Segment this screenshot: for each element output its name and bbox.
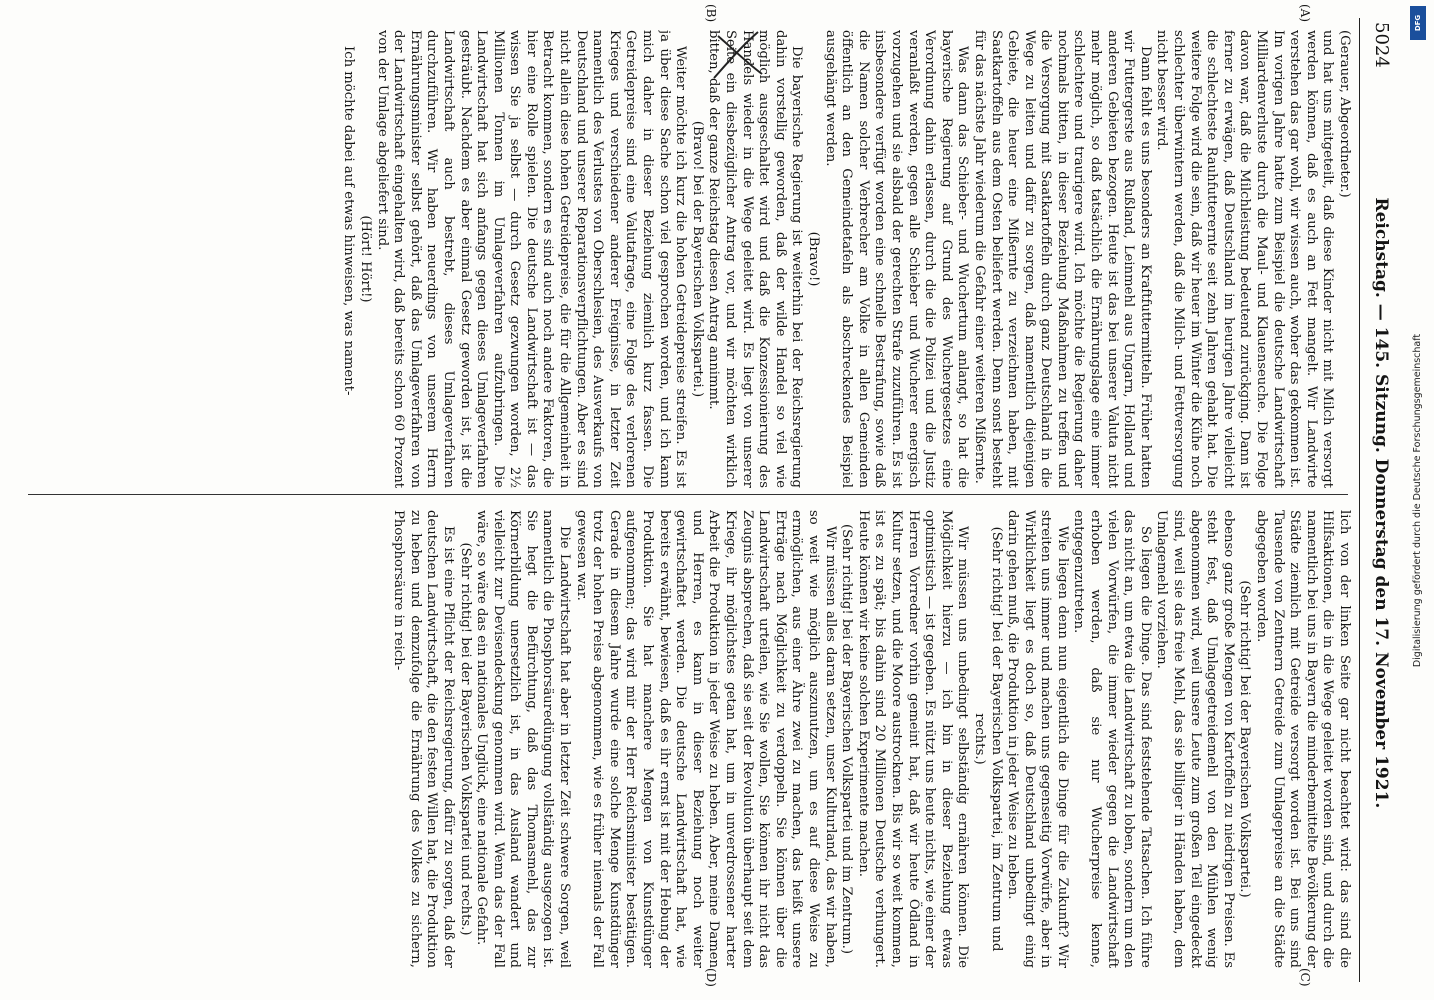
pencil-mark-icon xyxy=(708,26,768,86)
right-paragraph-4: Wie liegen denn nun eigentlich die Dinge für die Zukunft? Wir streiten uns immer und machen uns gegenseitig Vorwürfe, aber in Wirklichkeit liegt es doch so, daß Deutschland unbedingt einig darin gehen muß, die Produktion in jeder Weise zu heben. xyxy=(1005,510,1070,968)
interjection: (Sehr richtig! bei der Bayerischen Volkspartei und im Zentrum.) xyxy=(839,524,855,954)
left-paragraph-3: Was dann das Schieber- und Wuchertum anlangt, so hat die bayerische Regierung auf Grund des Wuchergesetzes eine Verordnung dahin erlassen, durch die die Polizei und die Justiz veranlaßt werden, gegen alle Schieber und Wucherer energisch vorzugehen und sie alsbald der gerechten Strafe zuzuführen. Es ist insbesondere verfügt worden eine schnelle Bestrafung, sowie daß die Namen solcher Verbrecher am Volke in allen Gemeinden öffentlich an den Gemeindetafeln als abschreckendes Beispiel ausgehängt werden. xyxy=(822,30,971,488)
right-column xyxy=(22,510,1352,968)
right-paragraph-8: Es ist eine Pflicht der Reichsregierung, dafür zu sorgen, daß der deutschen Landwirtschaft, die den festen Willen hat, die Produktion zu heben und demzufolge die Ernährung des Volkes zu sichern, Phosphorsäure in reich- xyxy=(391,510,456,968)
left-column xyxy=(22,30,1352,488)
interjection: (Bravo! bei der Bayerischen Volkspartei.) xyxy=(689,120,705,398)
left-paragraph-5: Weiter möchte ich kurz die hohen Getreidepreise streifen. Es ist ja über diese Sache schon viel gesprochen worden, und ich kann mich daher in dieser Beziehung ziemlich kurz fassen. Die Getreidepreise sind eine Valutafrage, eine Folge des verlorenen Krieges und verschiedener anderer Ereignisse, in letzter Zeit namentlich des Verlustes von Oberschlesien, des Ausverkaufs von Deutschland und unserer Reparationsverpflichtungen. Aber es sind nicht allein diese hohen Getreidepreise, die für die Allgemeinheit in Betracht kommen, sondern es sind auch noch andere Faktoren, die hier eine Rolle spielen. Die deutsche Landwirtschaft ist — das wissen Sie ja selbst — durch Gesetz gezwungen worden, 2½ Millionen Tonnen im Umlageverfahren aufzubringen. Die Landwirtschaft hat sich anfangs gegen dieses Umlageverfahren gesträubt. Nachdem es aber einmal Gesetz geworden ist, ist die Landwirtschaft auch bestrebt, dieses Umlageverfahren durchzuführen. Wir haben neuerdings von unserem Herrn Ernährungsminister selbst gehört, daß das Umlageverfahren von der Landwirtschaft eingehalten wird, daß bereits schon 60 Prozent von der Umlage abgeliefert sind. xyxy=(374,30,689,488)
speaker-line: (Gerauer, Abgeordneter.) xyxy=(1337,30,1352,198)
left-paragraph-2: Dann fehlt es uns besonders an Kraftfuttermitteln. Früher hatten wir Futtergerste aus Rußland, Leinmehl aus Ungarn, Holland und anderen Gebieten bezogen. Heute ist das bei unserer Valuta nicht mehr möglich, so daß tatsächlich die Ernährungslage eine immer schlechtere und traurigere wird. Ich möchte die Regierung daher nochmals bitten, in dieser Beziehung Maßnahmen zu treffen und die Versorgung mit Saatkartoffeln durch ganz Deutschland in die Wege zu leiten und dafür zu sorgen, daß namentlich diejenigen Gebiete, die heuer eine Mißernte zu verzeichnen haben, mit Saatkartoffeln aus dem Osten beliefert werden. Denn sonst besteht für das nächste Jahr wiederum die Gefahr einer weiteren Mißernte. xyxy=(971,30,1153,488)
margin-marker-d: (D) xyxy=(704,968,718,987)
left-closing-line: Ich möchte dabei auf etwas hinweisen, was nament- xyxy=(341,46,357,396)
left-paragraph-1: und hat uns mitgeteilt, daß diese Kinder nicht mit Milch versorgt werden können, daß es auch an Fett mangelt. Wir Landwirte verstehen das gar wohl, wir wissen auch, woher das gekommen ist. Im vorigen Jahre hatte zum Beispiel die deutsche Landwirtschaft Milliardenverluste durch die Maul- und Klauenseuche. Die Folge davon war, daß die Milchleistung bedeutend zurückging. Dann ist ferner zu erwägen, daß Deutschland im heurigen Jahre vielleicht die schlechteste Rauhfutterernte seit zehn Jahren gehabt hat. Die weitere Folge wird die sein, daß wir heuer im Winter die Kühe noch schlechter überwintern werden, daß die Milch- und Fettversorgung nicht besser wird. xyxy=(1154,30,1336,488)
running-head xyxy=(1364,22,1392,978)
digitization-note xyxy=(1404,0,1432,1000)
page-title: Reichstag. — 145. Sitzung. Donnerstag den 17. November 1921. xyxy=(1371,197,1391,809)
right-paragraph-1: lich von der linken Seite gar nicht beachtet wird: das sind die Hilfsaktionen, die in die Wege geleitet worden sind, und durch die namentlich bei uns in Bayern die minderbemittelte Bevölkerung der Städte ziemlich mit Getreide versorgt worden ist. Bei uns sind Tausende von Zentnern Getreide zum Umlagepreise an die Städte abgegeben worden. xyxy=(1254,510,1352,968)
right-paragraph-3: So liegen die Dinge. Das sind feststehende Tatsachen. Ich führe das nicht an, um etwa die Landwirtschaft zu loben, sondern um den vielen Vorwürfen, die immer wieder gegen die Landwirtschaft erhoben werden, daß sie nur Wucherpreise kenne, entgegenzutreten. xyxy=(1071,510,1153,968)
dfg-logo-icon xyxy=(1410,6,1426,40)
interjection: (Hört! Hört!) xyxy=(357,215,373,303)
column-divider xyxy=(28,494,1348,495)
digitization-note-text: Digitalisierung gefördert durch die Deutsche Forschungsgemeinschaft xyxy=(1412,333,1424,667)
left-paragraph-4: Die bayerische Regierung ist weiterhin bei der Reichsregierung dahin vorstellig geworden, daß der wilde Handel so viel wie möglich ausgeschaltet wird und daß die Konzessionierung des Handels wieder in die Wege geleitet wird. Es liegt von unserer Seite ein diesbezüglicher Antrag vor, und wir möchten wirklich bitten, daß der ganze Reichstag diesen Antrag annimmt. xyxy=(706,30,805,488)
margin-marker-c: (C) xyxy=(1298,968,1312,987)
right-paragraph-7: Die Landwirtschaft hat aber in letzter Zeit schwere Sorgen, weil namentlich die Phosphorsäuredüngung vollständig ausgezogen ist. Sie hegt die Befürchtung, daß das Thomasmehl, das zur Körnerbildung unersetzlich ist, in das Ausland wandert und vielleicht zur Devisendeckung genommen wird. Wenn das der Fall wäre, so wäre das ein nationales Unglück, eine nationale Gefahr. xyxy=(474,510,573,968)
margin-marker-b: (B) xyxy=(704,4,718,23)
interjection: (Sehr richtig! bei der Bayerischen Volkspartei.) xyxy=(1237,580,1253,898)
interjection: (Sehr richtig! bei der Bayerischen Volkspartei, im Zentrum und rechts.) xyxy=(971,526,1004,952)
interjection: (Sehr richtig! bei der Bayerischen Volkspartei und rechts.) xyxy=(457,542,473,936)
interjection: (Bravo!) xyxy=(806,231,821,287)
margin-marker-a: (A) xyxy=(1298,4,1312,23)
right-paragraph-5: Wir müssen uns unbedingt selbständig ernähren können. Die Möglichkeit hierzu — ich bin in dieser Beziehung etwas optimistisch — ist gegeben. Es nützt uns heute nichts, wie einer der Herren Vorredner vorhin gemeint hat, daß wir heute Ödland in Kultur setzen, und die Moore austrocknen. Bis wir so weit kommen, ist es zu spät; bis dahin sind 20 Millionen Deutsche verhungert. Heute können wir keine solchen Experimente machen. xyxy=(855,510,971,968)
header-rule xyxy=(1359,18,1360,982)
right-paragraph-2: ebenso ganz große Mengen von Kartoffeln zu niedrigen Preisen. Es steht fest, daß Umlagegetreidemehl von den Mühlen wenig abgenommen wird, weil unsere Leute zum großen Teil eingedeckt sind, weil sie das freie Mehl, das sie billiger in Händen haben, dem Umlagemehl vorziehen. xyxy=(1154,510,1236,968)
page-number: 5024 xyxy=(1371,22,1392,68)
right-paragraph-6: Wir müssen alles daran setzen, unser Kulturland, das wir haben, so weit wie möglich auszunutzen, um es auf diese Weise zu ermöglichen, aus einer Ähre zwei zu machen, das heißt unsere Erträge nach Möglichkeit zu verdoppeln. Sie können über die Landwirtschaft urteilen, wie Sie wollen, Sie können ihr nicht das Zeugnis absprechen, daß sie seit der Revolution überhaupt seit dem Kriege, ihr möglichstes getan hat, um in unverdrossener harter Arbeit die Produktion in jeder Weise zu heben. Aber, meine Damen und Herren, es kann in dieser Beziehung noch weiter gewirtschaftet werden. Die deutsche Landwirtschaft hat, wie bereits erwähnt, bewiesen, daß es ihr ernst ist mit der Hebung der Produktion. Sie hat manchere Mengen von Kunstdünger aufgenommen; das wird mir der Herr Reichsminister bestätigen. Gerade in diesem Jahre wurde eine solche Menge Kunstdünger trotz der hohen Preise abgenommen, wie es früher niemals der Fall gewesen war. xyxy=(573,510,838,968)
dfg-logo-text: DFG xyxy=(1414,14,1422,32)
